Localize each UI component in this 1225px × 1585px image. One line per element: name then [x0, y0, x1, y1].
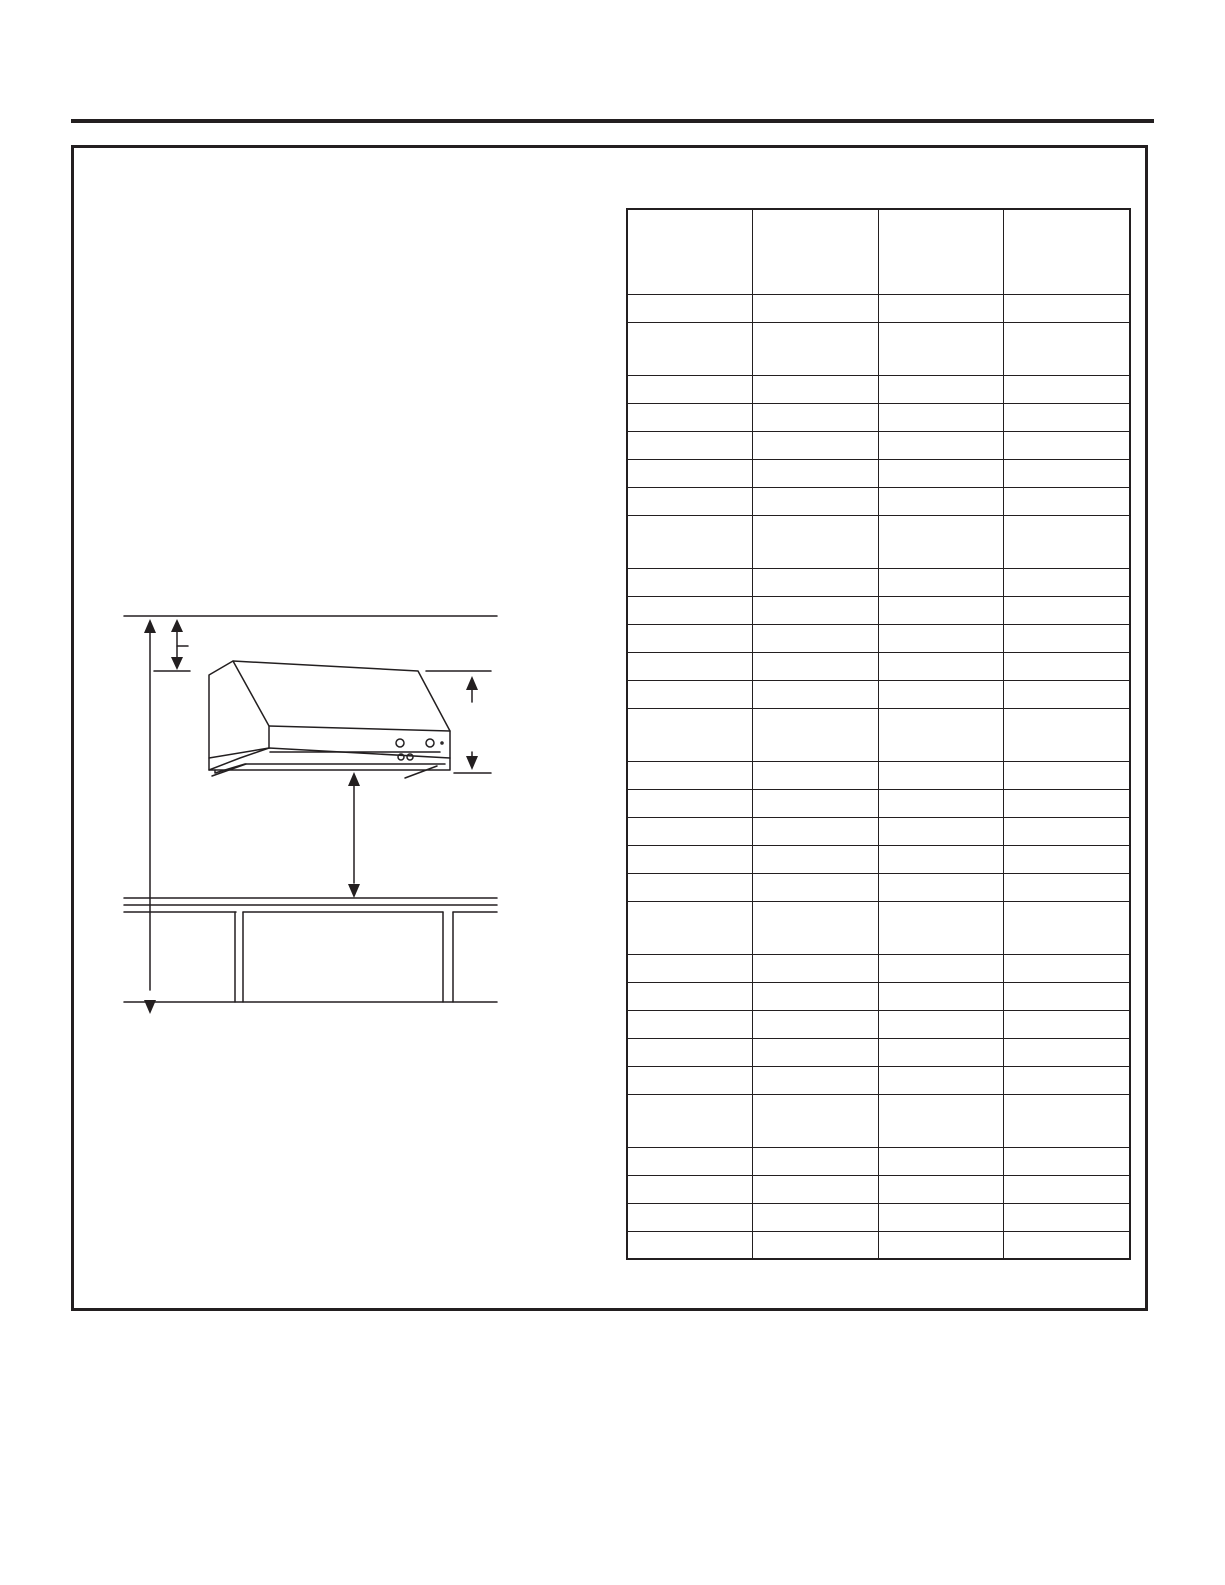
table-cell: [878, 624, 1003, 652]
table-cell: [1004, 845, 1130, 873]
table-row: [627, 1203, 1130, 1231]
table-cell: [627, 1203, 752, 1231]
table-cell: [1004, 1094, 1130, 1147]
table-cell: [878, 1231, 1003, 1259]
table-cell: [878, 1094, 1003, 1147]
table-row: [627, 568, 1130, 596]
table-row: [627, 982, 1130, 1010]
table-cell: [878, 652, 1003, 680]
table-cell: [752, 761, 878, 789]
table-cell: [627, 1066, 752, 1094]
table-cell: [752, 1094, 878, 1147]
table-cell: [878, 789, 1003, 817]
table-cell: [1004, 1147, 1130, 1175]
table-cell: [1004, 954, 1130, 982]
table-row: [627, 375, 1130, 403]
table-cell: [752, 1010, 878, 1038]
table-cell: [878, 487, 1003, 515]
table-cell: [752, 375, 878, 403]
table-cell: [1004, 789, 1130, 817]
table-cell: [627, 568, 752, 596]
table-cell: [1004, 487, 1130, 515]
table-cell: [878, 873, 1003, 901]
table-cell: [878, 459, 1003, 487]
table-cell: [627, 322, 752, 375]
table-row: [627, 322, 1130, 375]
table-cell: [1004, 1038, 1130, 1066]
table-cell: [752, 624, 878, 652]
table-row: [627, 845, 1130, 873]
table-row: [627, 817, 1130, 845]
table-row: [627, 708, 1130, 761]
table-cell: [752, 294, 878, 322]
table-cell: [752, 568, 878, 596]
table-cell: [1004, 761, 1130, 789]
table-cell: [752, 1066, 878, 1094]
table-cell: [752, 1147, 878, 1175]
table-cell: [878, 761, 1003, 789]
table-cell: [1004, 403, 1130, 431]
table-header-cell: [1004, 209, 1130, 294]
table-cell: [878, 1175, 1003, 1203]
table-cell: [627, 982, 752, 1010]
table-cell: [627, 375, 752, 403]
table-cell: [752, 873, 878, 901]
table-cell: [752, 1203, 878, 1231]
table-cell: [627, 845, 752, 873]
table-row: [627, 431, 1130, 459]
table-cell: [627, 294, 752, 322]
table-cell: [1004, 1010, 1130, 1038]
table-cell: [627, 515, 752, 568]
table-cell: [1004, 873, 1130, 901]
table-cell: [752, 982, 878, 1010]
table-cell: [1004, 817, 1130, 845]
table-cell: [627, 901, 752, 954]
table-cell: [627, 873, 752, 901]
table-header-cell: [878, 209, 1003, 294]
table-cell: [1004, 294, 1130, 322]
table-cell: [752, 954, 878, 982]
table-cell: [878, 596, 1003, 624]
table-row: [627, 789, 1130, 817]
table-cell: [1004, 708, 1130, 761]
table-cell: [627, 954, 752, 982]
table-cell: [878, 708, 1003, 761]
table-cell: [627, 708, 752, 761]
table-cell: [752, 459, 878, 487]
table-cell: [878, 515, 1003, 568]
table-cell: [1004, 680, 1130, 708]
table-row: [627, 459, 1130, 487]
table-cell: [752, 596, 878, 624]
table-row: [627, 1231, 1130, 1259]
table-cell: [752, 1231, 878, 1259]
table-cell: [752, 789, 878, 817]
table-cell: [1004, 515, 1130, 568]
table-cell: [752, 901, 878, 954]
table-cell: [878, 1066, 1003, 1094]
table-cell: [627, 761, 752, 789]
table-cell: [878, 1203, 1003, 1231]
table-header-cell: [752, 209, 878, 294]
table-cell: [878, 568, 1003, 596]
table-cell: [627, 817, 752, 845]
table-cell: [878, 845, 1003, 873]
table-cell: [627, 487, 752, 515]
table-cell: [752, 845, 878, 873]
table-cell: [752, 1175, 878, 1203]
table-cell: [627, 652, 752, 680]
table-cell: [1004, 1231, 1130, 1259]
table-cell: [752, 487, 878, 515]
control-knob-icon: [396, 739, 404, 747]
table-cell: [752, 322, 878, 375]
table-cell: [627, 1175, 752, 1203]
table-row: [627, 1066, 1130, 1094]
table-cell: [752, 403, 878, 431]
table-cell: [1004, 982, 1130, 1010]
table-cell: [1004, 596, 1130, 624]
table-cell: [878, 375, 1003, 403]
table-cell: [878, 1010, 1003, 1038]
table-row: [627, 873, 1130, 901]
spec-table-body: [627, 209, 1130, 1259]
table-cell: [878, 431, 1003, 459]
table-cell: [752, 817, 878, 845]
table-cell: [1004, 375, 1130, 403]
table-cell: [1004, 624, 1130, 652]
table-cell: [752, 708, 878, 761]
table-cell: [627, 459, 752, 487]
table-row: [627, 761, 1130, 789]
table-row: [627, 294, 1130, 322]
table-cell: [1004, 652, 1130, 680]
table-cell: [752, 515, 878, 568]
table-cell: [878, 294, 1003, 322]
table-cell: [752, 652, 878, 680]
table-cell: [752, 1038, 878, 1066]
table-cell: [1004, 459, 1130, 487]
table-cell: [878, 982, 1003, 1010]
table-cell: [627, 1094, 752, 1147]
table-cell: [752, 680, 878, 708]
table-cell: [1004, 431, 1130, 459]
table-cell: [878, 680, 1003, 708]
table-row: [627, 624, 1130, 652]
table-cell: [627, 596, 752, 624]
table-cell: [627, 1231, 752, 1259]
table-cell: [1004, 1066, 1130, 1094]
table-row: [627, 515, 1130, 568]
table-cell: [1004, 1203, 1130, 1231]
table-cell: [627, 624, 752, 652]
table-row: [627, 1038, 1130, 1066]
table-cell: [752, 431, 878, 459]
table-cell: [1004, 1175, 1130, 1203]
table-cell: [878, 403, 1003, 431]
table-cell: [627, 403, 752, 431]
hood-body: [209, 661, 450, 758]
table-cell: [878, 954, 1003, 982]
table-cell: [627, 1147, 752, 1175]
table-row: [627, 403, 1130, 431]
table-row: [627, 680, 1130, 708]
table-cell: [878, 1147, 1003, 1175]
spec-table: [626, 208, 1131, 1260]
table-cell: [627, 1038, 752, 1066]
table-cell: [878, 901, 1003, 954]
table-row: [627, 954, 1130, 982]
table-cell: [1004, 322, 1130, 375]
table-cell: [627, 789, 752, 817]
table-row: [627, 1094, 1130, 1147]
table-cell: [627, 431, 752, 459]
table-cell: [878, 1038, 1003, 1066]
table-row: [627, 487, 1130, 515]
table-row: [627, 1175, 1130, 1203]
table-header-row: [627, 209, 1130, 294]
table-row: [627, 596, 1130, 624]
table-header-cell: [627, 209, 752, 294]
table-cell: [878, 322, 1003, 375]
table-row: [627, 1147, 1130, 1175]
table-row: [627, 1010, 1130, 1038]
table-cell: [627, 1010, 752, 1038]
table-cell: [1004, 901, 1130, 954]
table-cell: [878, 817, 1003, 845]
table-row: [627, 652, 1130, 680]
table-cell: [627, 680, 752, 708]
dimension-arrow-icon: [144, 619, 156, 633]
table-row: [627, 901, 1130, 954]
table-cell: [1004, 568, 1130, 596]
